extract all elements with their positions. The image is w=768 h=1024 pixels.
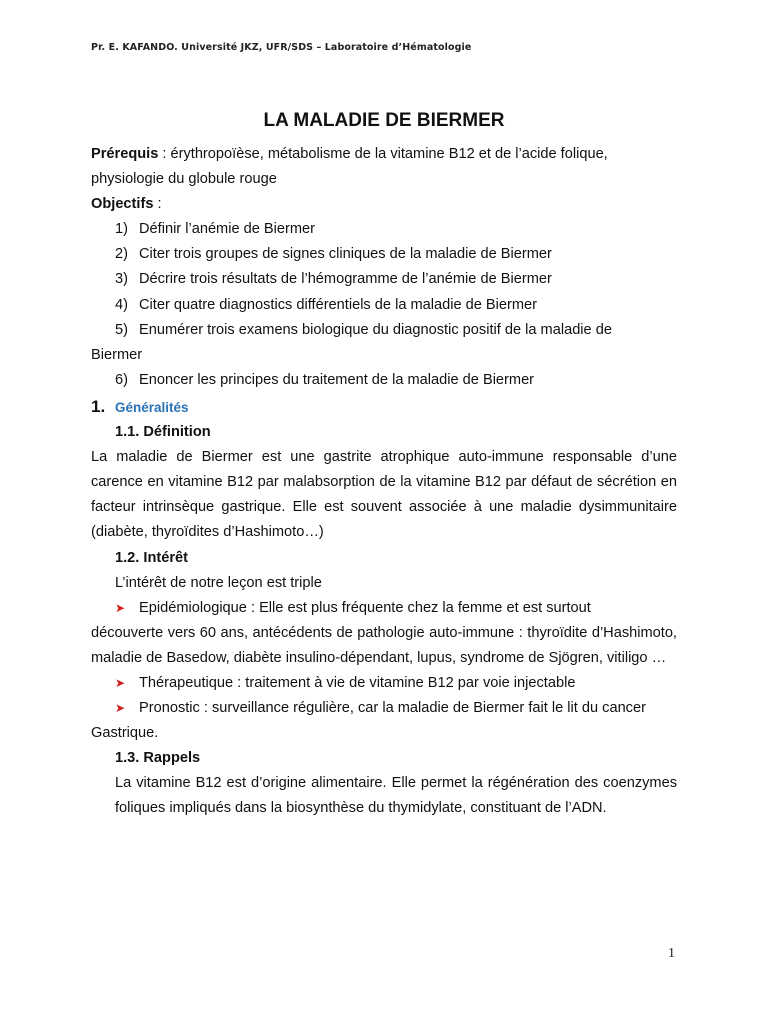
bullet-item: ➤ Thérapeutique : traitement à vie de vitamine B12 par voie injectable bbox=[91, 671, 677, 696]
bullet-item: ➤ Pronostic : surveillance régulière, car la maladie de Biermer fait le lit du cancer bbox=[91, 696, 677, 721]
objectif-item: 3) Décrire trois résultats de l’hémogramme de l’anémie de Biermer bbox=[115, 271, 552, 288]
prerequis-label: Prérequis bbox=[91, 146, 159, 162]
document-body bbox=[91, 142, 677, 822]
bullet-item: ➤ Epidémiologique : Elle est plus fréquente chez la femme et est surtout bbox=[91, 596, 677, 621]
section-heading-generalites bbox=[91, 394, 677, 420]
objectif-item: 4) Citer quatre diagnostics différentiels de la maladie de Biermer bbox=[115, 296, 538, 313]
prerequis-text-line2: physiologie du globule rouge bbox=[91, 171, 277, 188]
section-number: 1. bbox=[91, 396, 106, 416]
prerequis-text: : érythropoïèse, métabolisme de la vitamine B12 et de l’acide folique, bbox=[158, 146, 608, 162]
objectif-item-continuation: Biermer bbox=[91, 346, 143, 363]
subheading-interet: 1.2. Intérêt bbox=[115, 549, 188, 566]
interet-intro: L’intérêt de notre leçon est triple bbox=[115, 574, 322, 591]
bullet-continuation: Gastrique. bbox=[91, 725, 159, 742]
definition-paragraph: La maladie de Biermer est une gastrite atrophique auto-immune responsable d’une carence en vitamine B12 par malabsorption de la vitamine B12 par défaut de sécrétion en facteur intrinsèque gastrique. Elle est souvent associée à une maladie dysimmunitaire (diabète, thyroïdites d’Hashimoto…) bbox=[91, 449, 677, 541]
subheading-definition: 1.1. Définition bbox=[115, 424, 211, 441]
objectif-item: 1) Définir l’anémie de Biermer bbox=[115, 221, 316, 238]
red-arrowhead-icon: ➤ bbox=[115, 675, 126, 690]
objectif-item: 5) Enumérer trois examens biologique du diagnostic positif de la maladie de bbox=[115, 321, 612, 338]
objectif-item: 6) Enoncer les principes du traitement de la maladie de Biermer bbox=[115, 371, 535, 388]
objectifs-heading: Objectifs : bbox=[91, 196, 162, 213]
bullet-continuation: découverte vers 60 ans, antécédents de pathologie auto-immune : thyroïdite d’Hashimoto, maladie de Basedow, diabète insulino-dépendant, lupus, syndrome de Sjögren, vitiligo … bbox=[91, 624, 677, 666]
red-arrowhead-icon: ➤ bbox=[115, 701, 126, 716]
objectifs-label: Objectifs bbox=[91, 196, 154, 213]
running-header: Pr. E. KAFANDO. Université JKZ, UFR/SDS – Laboratoire d’Hématologie bbox=[91, 42, 472, 53]
page-number: 1 bbox=[668, 946, 675, 961]
rappels-paragraph: La vitamine B12 est d’origine alimentaire. Elle permet la régénération des coenzymes foliques impliqués dans la biosynthèse du thymidylate, constituant de l’ADN. bbox=[115, 775, 677, 817]
objectif-item: 2) Citer trois groupes de signes cliniques de la maladie de Biermer bbox=[115, 246, 552, 263]
prerequis-paragraph bbox=[91, 142, 677, 167]
section-label: Généralités bbox=[115, 399, 189, 415]
subheading-rappels: 1.3. Rappels bbox=[115, 750, 201, 767]
red-arrowhead-icon: ➤ bbox=[115, 600, 126, 615]
document-title: LA MALADIE DE BIERMER bbox=[263, 110, 505, 131]
